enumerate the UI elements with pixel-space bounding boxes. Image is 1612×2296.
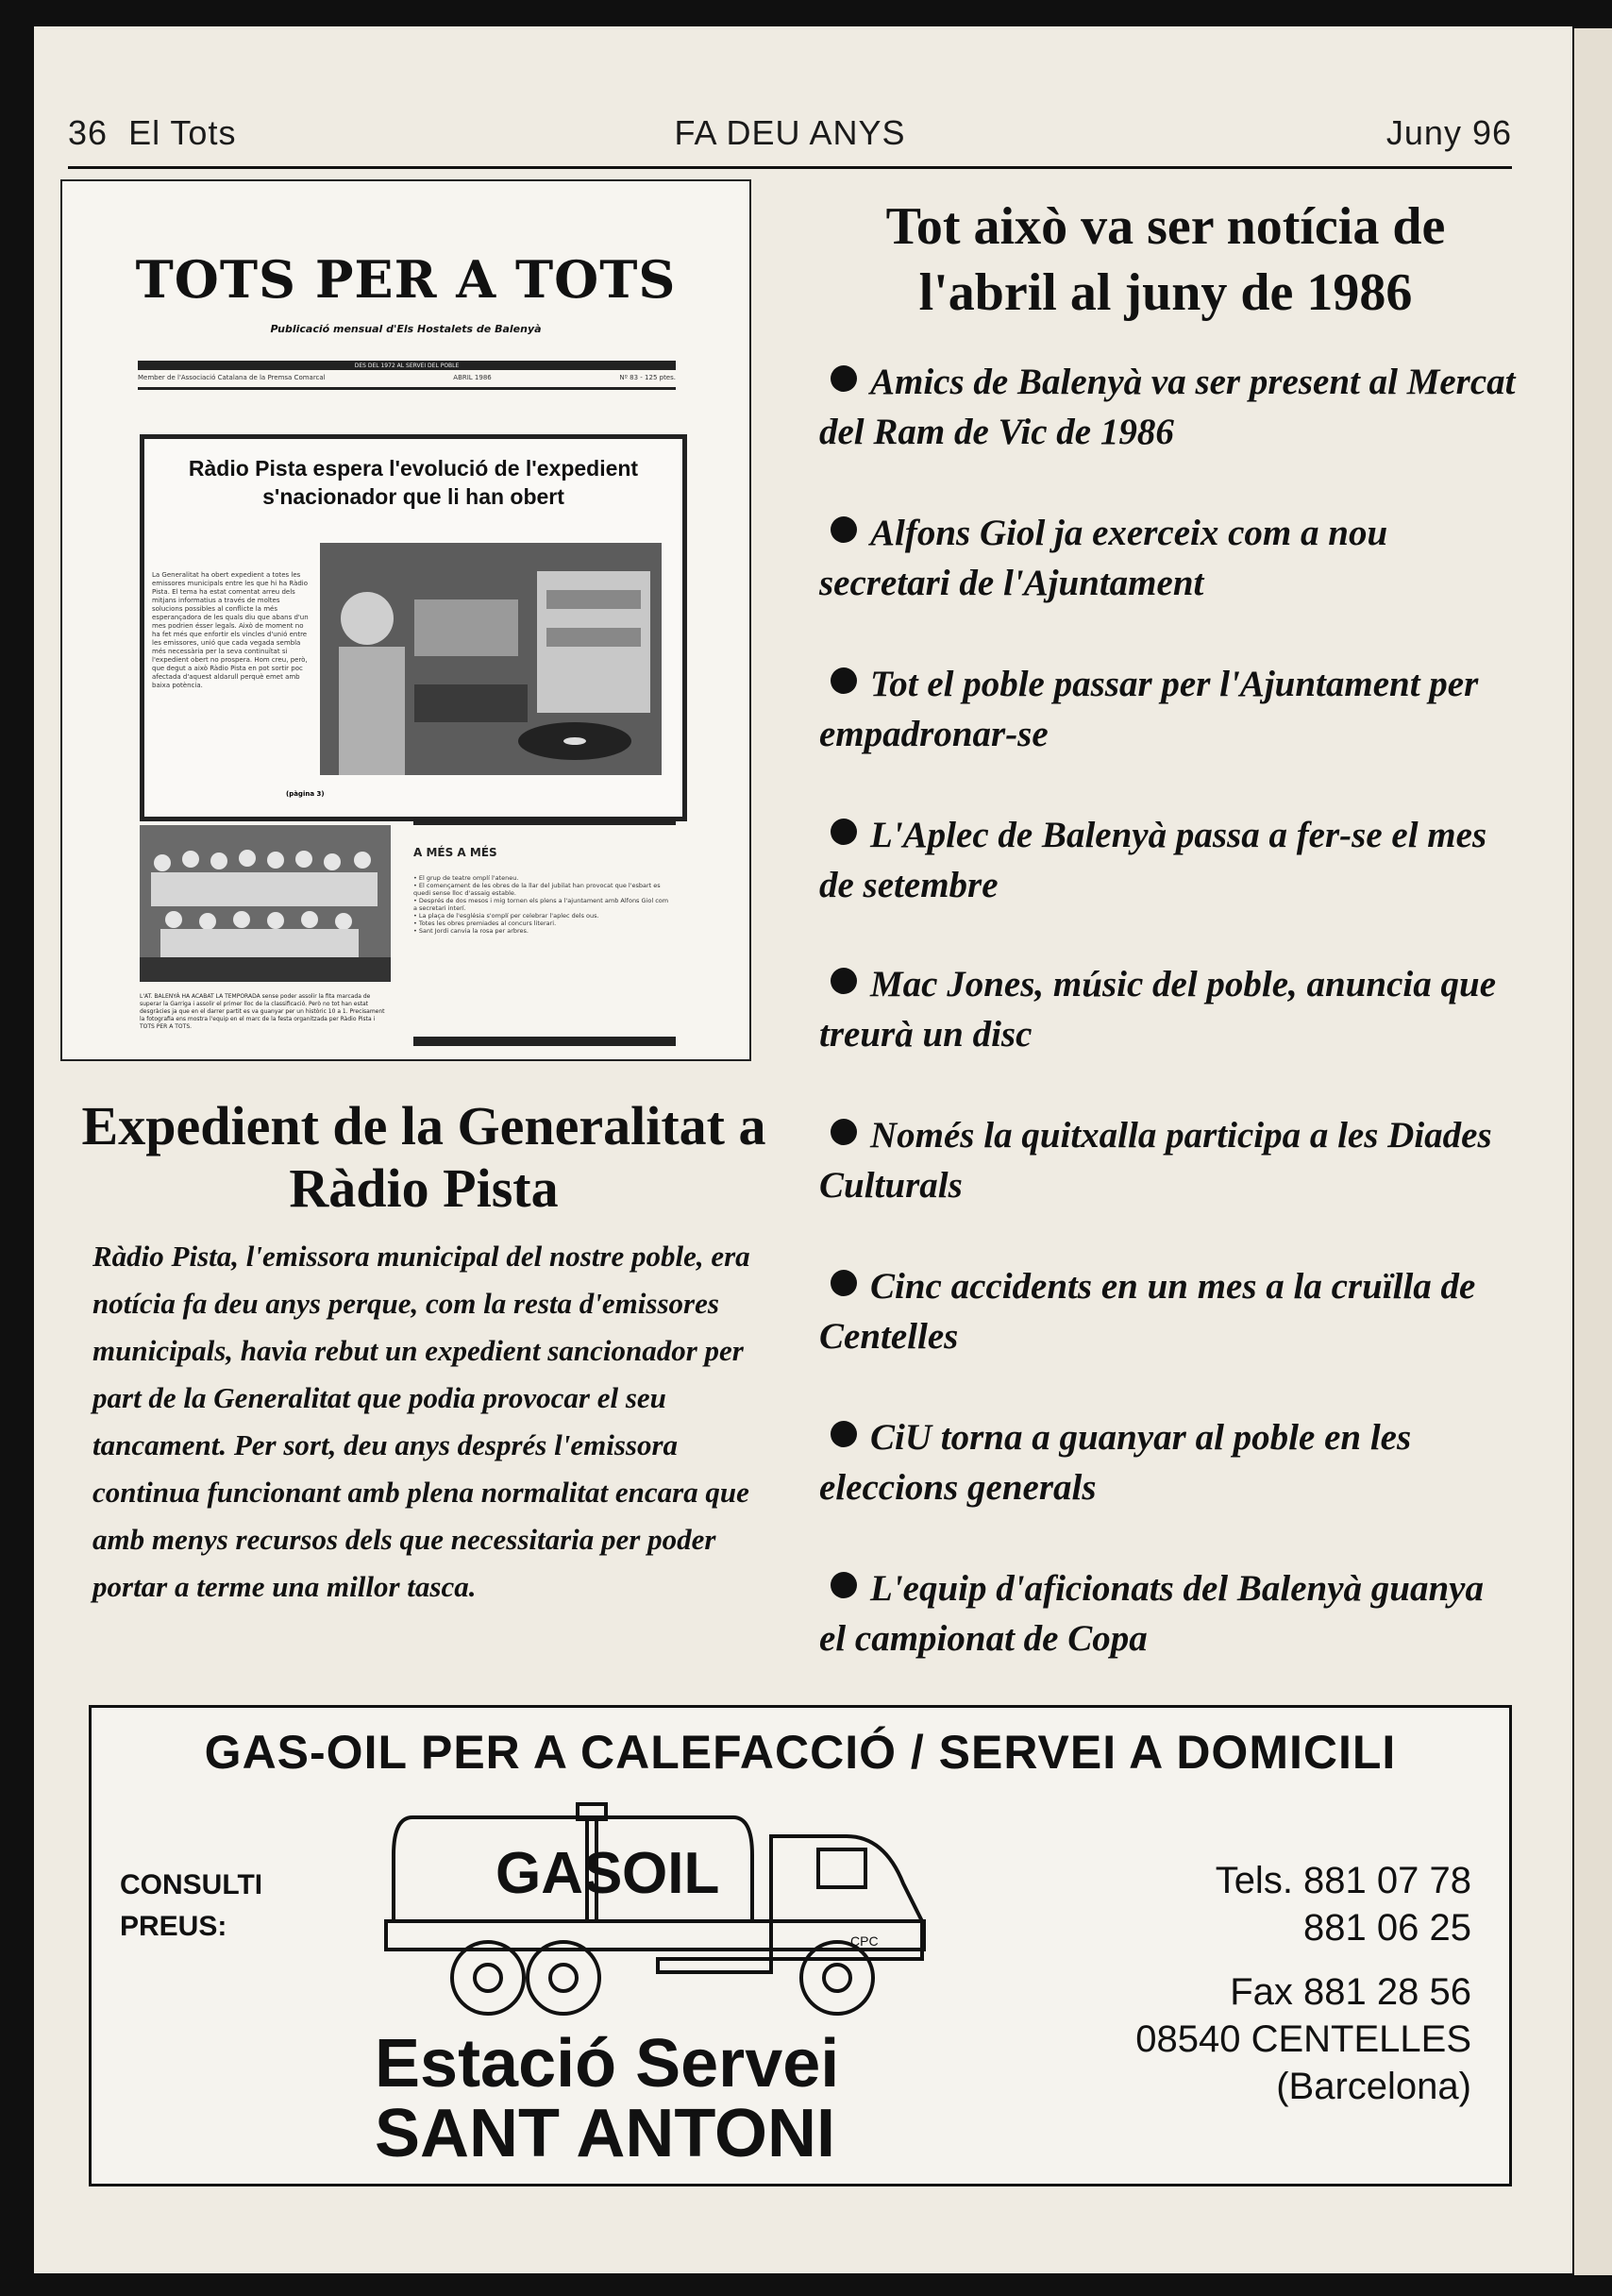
radio-studio-photo	[320, 543, 662, 775]
tank-label-oil: OIL	[622, 1841, 720, 1906]
bullet-icon	[831, 1421, 857, 1447]
station-line-1: Estació Servei	[375, 2026, 840, 2102]
side-bar-top	[413, 818, 676, 825]
news-item: Només la quitxalla participa a les Diades Culturals	[819, 1115, 1492, 1206]
ad-consult-prices	[120, 1865, 262, 1948]
team-photo	[140, 825, 391, 982]
publication-name: El Tots	[128, 113, 237, 152]
list-item: • El començament de les obres de la llar del jubilat han provocat que l'esbart es quedi sense lloc d'assaig estable.	[413, 882, 661, 897]
gasoil-advertisement	[89, 1705, 1512, 2186]
team-photo-illustration	[140, 825, 391, 982]
clipping-number: Nº 83 - 125 ptes.	[619, 374, 676, 381]
clipping-subtitle: Publicació mensual d'Els Hostalets de Balenyà	[270, 323, 542, 335]
page-header	[68, 94, 1512, 151]
mes-a-mes-title: A MÉS A MÉS	[413, 846, 497, 859]
news-item: Cinc accidents en un mes a la cruïlla de Centelles	[819, 1266, 1476, 1357]
member-association: Member de l'Associació Catalana de la Premsa Comarcal	[138, 374, 326, 381]
clipping-lead-story	[140, 434, 687, 821]
bullet-icon	[831, 516, 857, 543]
radio-studio-illustration	[320, 543, 662, 775]
tank-label-gas: GAS	[495, 1841, 623, 1906]
consulti-label: CONSULTI	[120, 1869, 263, 1900]
list-item: • El grup de teatre omplí l'ateneu.	[413, 874, 519, 882]
bullet-icon	[831, 1572, 857, 1598]
bullet-icon	[831, 667, 857, 694]
news-item: L'Aplec de Balenyà passa a fer-se el mes de setembre	[819, 815, 1487, 905]
phone-1: Tels. 881 07 78	[1215, 1860, 1471, 1901]
bullet-icon	[831, 1270, 857, 1296]
issue-date: Juny 96	[1385, 113, 1512, 152]
mes-a-mes-list	[413, 874, 674, 935]
team-photo-caption: L'AT. BALENYÀ HA ACABAT LA TEMPORADA sense poder assolir la fita marcada de superar la Garriga i assolir el primer lloc de la classificació. Però no tot han estat desgràcies ja que en el darrer partit es va guanyar per un històric 10 a 1. Precisament la fotografia ens mostra l'equip en el marc de la festa organitzada per Ràdio Pista i TOTS PER A TOTS.	[140, 993, 385, 1030]
tanker-truck-icon	[375, 1780, 947, 2034]
clipping-masthead: TOTS PER A TOTS	[135, 249, 677, 310]
preus-label: PREUS:	[120, 1911, 227, 1942]
masthead-rule	[138, 387, 676, 390]
news-title: Tot això va ser notícia de l'abril al juny de 1986	[885, 197, 1446, 322]
news-item: Amics de Balenyà va ser present al Mercat del Ram de Vic de 1986	[819, 362, 1516, 452]
list-item: • Sant Jordi canvia la rosa per arbres.	[413, 927, 529, 935]
fax-number: Fax 881 28 56	[1230, 1971, 1471, 2013]
bullet-icon	[831, 819, 857, 845]
ad-contact	[1135, 1857, 1471, 2110]
contact-gap	[1135, 1951, 1471, 1968]
list-item: • Totes les obres premiades al concurs literari.	[413, 920, 557, 927]
member-line	[138, 374, 676, 381]
clipping-date: ABRIL 1986	[453, 374, 492, 381]
section-title: FA DEU ANYS	[674, 113, 906, 152]
list-item: • Després de dos mesos i mig tornen els plens a l'ajuntament amb Alfons Giol com a secretari interí.	[413, 897, 669, 912]
bullet-icon	[831, 968, 857, 994]
station-line-2: SANT ANTONI	[375, 2096, 836, 2171]
bullet-icon	[831, 1119, 857, 1145]
article-body: Ràdio Pista, l'emissora municipal del nostre poble, era notícia fa deu anys perque, com la resta d'emissores municipals, havia rebut un expedient sancionador per part de la Generalitat que podia provocar el seu tancament. Per sort, deu anys després l'emissora continua funcionant amb plena normalitat encara que amb menys recursos dels que necessitaria per poder portar a terme una millor tasca.	[92, 1240, 750, 1603]
clipping-page-ref: (pàgina 3)	[286, 790, 325, 798]
news-item: CiU torna a guanyar al poble en les eleccions generals	[819, 1417, 1412, 1508]
clipping-headline: Ràdio Pista espera l'evolució de l'expedient s'nacionador que li han obert	[188, 456, 639, 509]
side-bar-bottom	[413, 1037, 676, 1046]
news-item: Tot el poble passar per l'Ajuntament per empadronar-se	[819, 664, 1479, 754]
newspaper-clipping	[60, 179, 751, 1061]
phone-2: 881 06 25	[1303, 1907, 1471, 1949]
next-page-edge	[1574, 28, 1612, 2275]
news-item: Mac Jones, músic del poble, anuncia que treurà un disc	[819, 964, 1497, 1055]
ad-headline: GAS-OIL PER A CALEFACCIÓ / SERVEI A DOMICILI	[204, 1726, 1397, 1779]
province: (Barcelona)	[1276, 2066, 1471, 2107]
postal-code: 08540 CENTELLES	[1135, 2018, 1471, 2060]
article-title: Expedient de la Generalitat a Ràdio Pista	[81, 1095, 766, 1219]
list-item: • La plaça de l'església s'omplí per celebrar l'aplec dels ous.	[413, 912, 599, 920]
clipping-body: La Generalitat ha obert expedient a totes les emissores municipals entre les que hi ha Ràdio Pista. El tema ha estat comentat arreu dels mitjans informatius a través de moltes solucions possibles al conflicte la més esperançadora de les quals diu que abans d'un mes podrien ésser legals. Això de moment no ha fet més que enfortir els vincles d'unió entre les emissores, unió que cada vegada sembla més necessària per la seva continuïtat si l'expedient obert no prospera. Hom creu, però, que degut a això Ràdio Pista en pot sortir poc afectada d'aquest aldarull perquè emet amb baixa potència.	[152, 571, 309, 689]
page-number: 36	[68, 113, 109, 152]
since-line: DES DEL 1972 AL SERVEI DEL POBLE	[354, 363, 460, 369]
news-item: L'equip d'aficionats del Balenyà guanya el campionat de Copa	[819, 1568, 1484, 1659]
ad-station-name	[375, 2026, 840, 2171]
bullet-icon	[831, 365, 857, 392]
header-rule	[68, 166, 1512, 169]
cab-badge: CPC	[850, 1933, 879, 1949]
news-item: Alfons Giol ja exerceix com a nou secretari de l'Ajuntament	[819, 513, 1388, 603]
